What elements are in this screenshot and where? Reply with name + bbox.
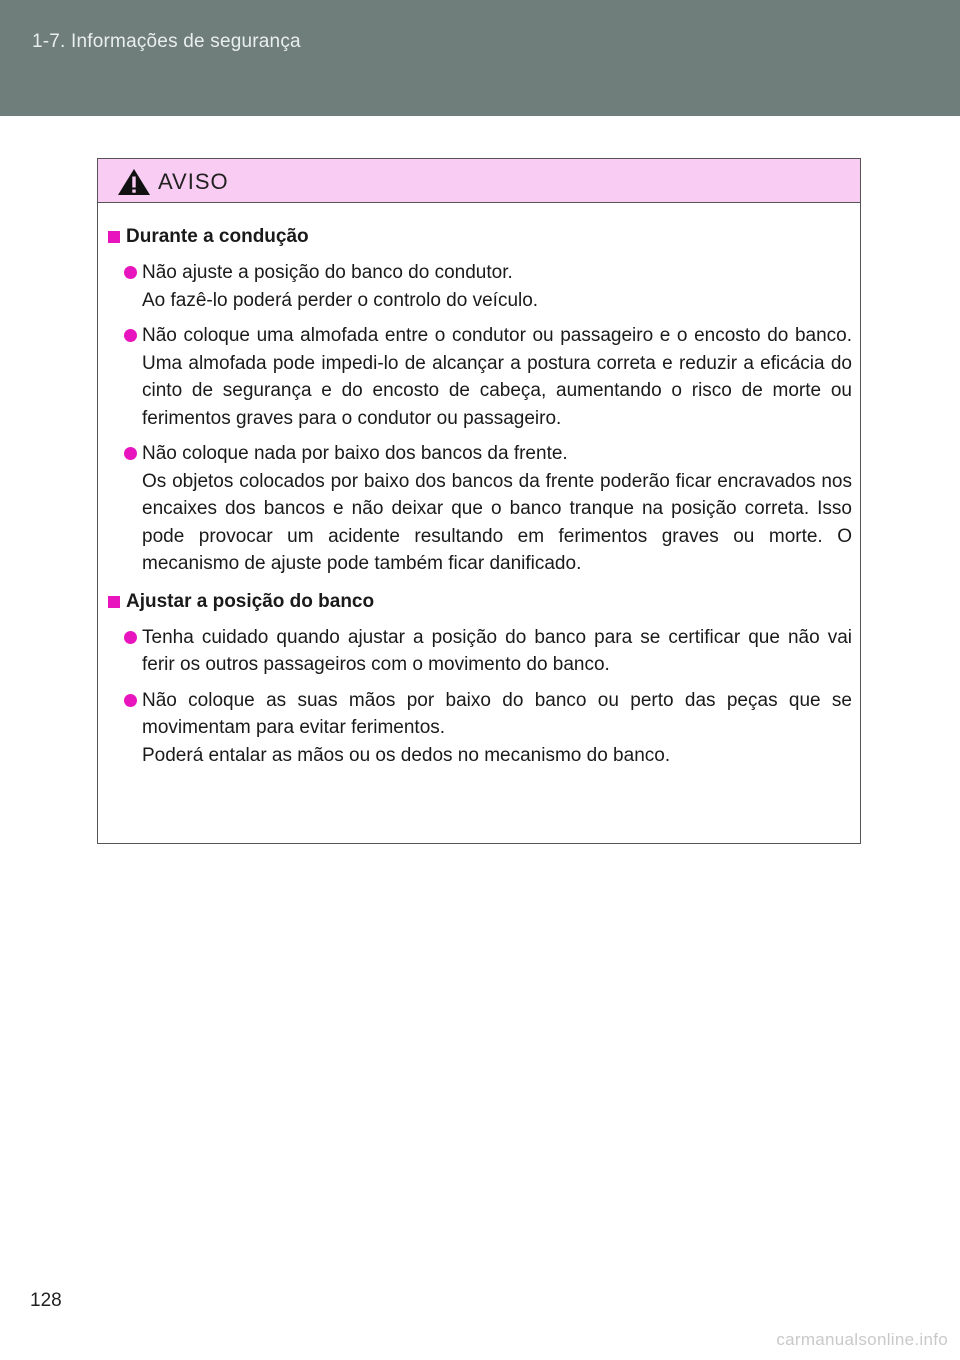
square-bullet-icon: [108, 231, 120, 243]
section-heading-text: Durante a condução: [126, 226, 309, 247]
warning-content: [98, 203, 860, 769]
circle-bullet-icon: [124, 266, 137, 279]
watermark: carmanualsonline.info: [776, 1330, 948, 1349]
warning-section-driving: [108, 223, 852, 578]
section-heading: [108, 588, 852, 616]
item-paragraph: Os objetos colocados por baixo dos bancos da frente poderão ficar encravados nos encaixes dos bancos e não deixar que o banco tranque na posição correta. Isso pode provocar um acidente resultando em ferimentos graves ou morte. O mecanismo de ajuste pode também ficar danificado.: [142, 470, 852, 574]
circle-bullet-icon: [124, 694, 137, 707]
warning-header: [98, 159, 860, 203]
circle-bullet-icon: [124, 329, 137, 342]
page-number: 128: [30, 1290, 62, 1311]
section-heading-text: Ajustar a posição do banco: [126, 590, 375, 612]
list-item: [108, 322, 852, 432]
list-item: [108, 259, 852, 314]
item-paragraph: Não coloque uma almofada entre o condutor ou passageiro e o encosto do banco. Uma almofada pode impedi-lo de alcançar a postura correta e reduzir a eficácia do cinto de segurança e do encosto de cabeça, aumentando o risco de morte ou ferimentos graves para o condutor ou passageiro.: [142, 325, 852, 429]
item-paragraph: Não coloque nada por baixo dos bancos da frente.: [142, 443, 568, 464]
item-paragraph: Ao fazê-lo poderá perder o controlo do veículo.: [142, 289, 539, 311]
warning-label: AVISO: [158, 169, 229, 194]
list-item: [108, 440, 852, 578]
circle-bullet-icon: [124, 631, 137, 644]
square-bullet-icon: [108, 596, 120, 608]
list-item: [108, 687, 852, 770]
section-title: 1-7. Informações de segurança: [32, 31, 301, 52]
item-paragraph: Não ajuste a posição do banco do condutor.: [142, 262, 513, 283]
item-paragraph: Poderá entalar as mãos ou os dedos no mecanismo do banco.: [142, 744, 671, 766]
page-header-band: [0, 0, 960, 116]
item-paragraph: Não coloque as suas mãos por baixo do banco ou perto das peças que se movimentam para evitar ferimentos.: [142, 689, 852, 738]
list-item: [108, 624, 852, 679]
warning-box: [97, 158, 861, 844]
warning-triangle-icon: [117, 168, 151, 196]
circle-bullet-icon: [124, 447, 137, 460]
section-heading: [108, 223, 852, 251]
item-paragraph: Tenha cuidado quando ajustar a posição do banco para se certificar que não vai ferir os outros passageiros com o movimento do banco.: [142, 626, 852, 675]
warning-section-seat-adjust: [108, 588, 852, 770]
